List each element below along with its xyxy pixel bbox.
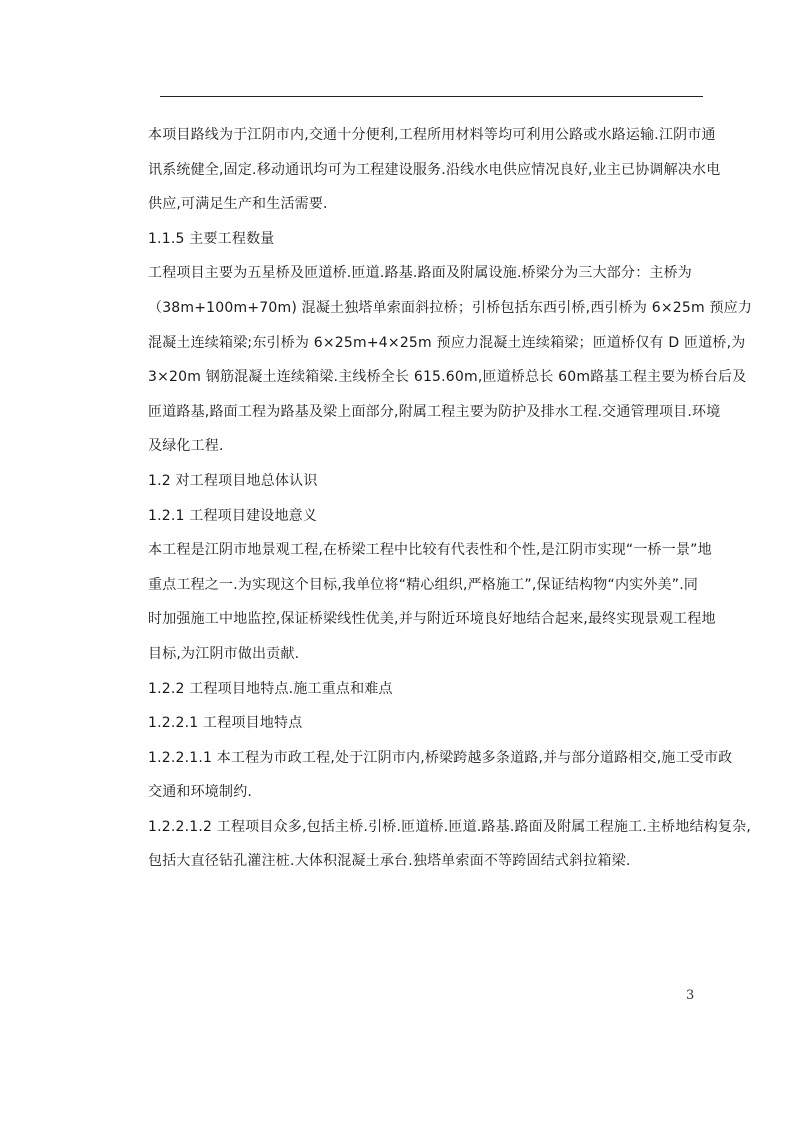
text-line: 包括大直径钻孔灌注桩.大体积混凝土承台.独塔单索面不等跨固结式斜拉箱梁. — [148, 853, 631, 870]
header-rule — [160, 96, 703, 97]
text-line: （38m+100m+70m) 混凝土独塔单索面斜拉桥；引桥包括东西引桥,西引桥为 6×25m 预应力 — [148, 299, 753, 316]
text-line: 供应,可满足生产和生活需要. — [148, 196, 328, 213]
text-line: 本项目路线为于江阴市内,交通十分便利,工程所用材料等均可利用公路或水路运输.江阴市通 — [148, 127, 716, 143]
item-1-2-2-1-2: 1.2.2.1.2 工程项目众多,包括主桥.引桥.匝道桥.匝道.路基.路面及附属工程施工.主桥地结构复杂, — [148, 818, 751, 835]
text-line: 重点工程之一.为实现这个目标,我单位将“精心组织,严格施工”,保证结构物“内实外美”.同 — [148, 576, 699, 593]
section-heading-1-1-5: 1.1.5 主要工程数量 — [148, 230, 275, 247]
section-heading-1-2-2-1: 1.2.2.1 工程项目地特点 — [148, 715, 303, 732]
page-number: 3 — [686, 988, 695, 1003]
section-heading-1-2-1: 1.2.1 工程项目建设地意义 — [148, 507, 318, 524]
item-1-2-2-1-1: 1.2.2.1.1 本工程为市政工程,处于江阴市内,桥梁跨越多条道路,并与部分道路相交,施工受市政 — [148, 749, 733, 766]
text-line: 混凝土连续箱梁;东引桥为 6×25m+4×25m 预应力混凝土连续箱梁；匝道桥仅有 D 匝道桥,为 — [148, 334, 746, 351]
text-line: 及绿化工程. — [148, 438, 224, 455]
text-line: 目标,为江阴市做出贡献. — [148, 645, 300, 662]
section-heading-1-2-2: 1.2.2 工程项目地特点.施工重点和难点 — [148, 680, 393, 697]
text-line: 讯系统健全,固定.移动通讯均可为工程建设服务.沿线水电供应情况良好,业主已协调解决水电 — [148, 161, 721, 178]
text-line: 时加强施工中地监控,保证桥梁线性优美,并与附近环境良好地结合起来,最终实现景观工程地 — [148, 611, 716, 628]
text-line: 工程项目主要为五星桥及匝道桥.匝道.路基.路面及附属设施.桥梁分为三大部分：主桥为 — [148, 265, 692, 282]
text-line: 匝道路基,路面工程为路基及梁上面部分,附属工程主要为防护及排水工程.交通管理项目.环境 — [148, 403, 721, 420]
body-text — [148, 118, 753, 879]
text-line: 交通和环境制约. — [148, 784, 253, 801]
text-line: 本工程是江阴市地景观工程,在桥梁工程中比较有代表性和个性,是江阴市实现“一桥一景”地 — [148, 542, 712, 559]
text-line: 3×20m 钢筋混凝土连续箱梁.主线桥全长 615.60m,匝道桥总长 60m路基工程主要为桥台后及 — [148, 369, 747, 386]
section-heading-1-2: 1.2 对工程项目地总体认识 — [148, 472, 318, 489]
